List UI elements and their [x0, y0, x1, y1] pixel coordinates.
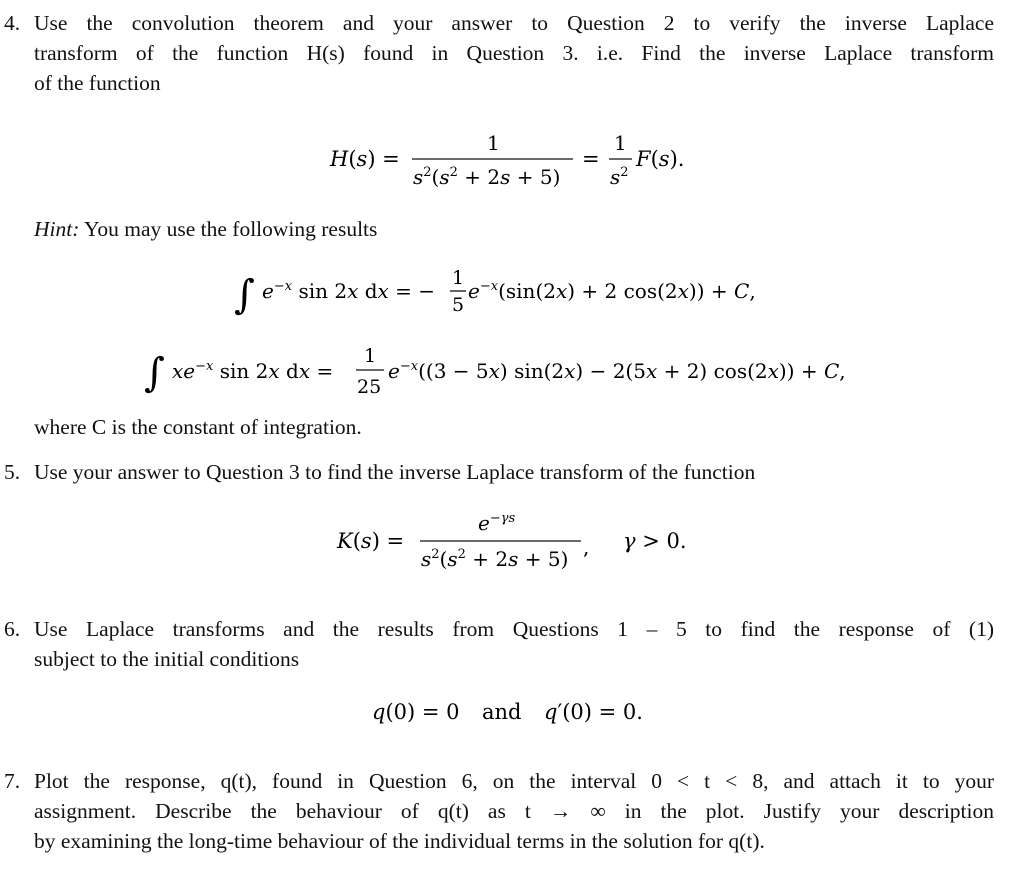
question-6-text	[34, 614, 994, 674]
svg-text:25: 25	[357, 376, 382, 398]
svg-text:e−x sin 2x dx = −: $e^{-x}$ sin 2x dx = −	[262, 279, 436, 303]
svg-text:1: 1	[614, 131, 627, 155]
question-6-line-1: Use Laplace transforms and the results from Questions 1 – 5 to find the response of (1)	[34, 617, 994, 641]
question-4-line-3: of the function	[34, 71, 161, 95]
question-4-line-2: transform of the function H(s) found in Question 3. i.e. Find the inverse Laplace transform	[34, 41, 994, 65]
svg-text:γ > 0.: γ > 0.	[623, 529, 687, 553]
hint-label: Hint:	[34, 217, 80, 241]
question-4-number: 4.	[4, 11, 21, 35]
hint-text: You may use the following results	[83, 217, 378, 241]
svg-text:1: 1	[487, 131, 500, 155]
svg-text:∫: ∫	[234, 272, 255, 318]
svg-text:K(s) =: K(s) =	[337, 529, 405, 553]
svg-text:e−γs: $e^{-\gamma s}$	[478, 511, 516, 535]
svg-text:∫: ∫	[144, 350, 165, 396]
svg-text:e−x(sin(2x) + 2 cos(2x)) + C,: $e^{-x}(\sin(2x) + 2$ cos(2x)) + C,	[468, 279, 756, 303]
hint-line	[34, 214, 994, 244]
question-6-number: 6.	[4, 617, 21, 641]
svg-text:1: 1	[452, 267, 465, 289]
svg-text:1: 1	[364, 345, 377, 367]
svg-text:H(s) =: H(s) =	[330, 147, 400, 171]
integral-1	[0, 258, 1028, 328]
question-5-number: 5.	[4, 460, 21, 484]
svg-text:and: and	[482, 700, 522, 724]
svg-text:q(0) = 0: q(0) = 0	[372, 700, 460, 724]
equation-k-of-s	[0, 502, 1028, 582]
initial-conditions	[0, 690, 1028, 734]
svg-text:s2(s2 + 2s + 5): $s^2(s^2 + 2s + 5)$	[421, 547, 569, 571]
question-5-line-1: Use your answer to Question 3 to find the inverse Laplace transform of the function	[34, 460, 756, 484]
svg-text:F(s).: F(s).	[636, 147, 685, 171]
svg-text:,: ,	[583, 535, 590, 559]
question-7-line-3: by examining the long-time behaviour of the individual terms in the solution for q(t).	[34, 829, 765, 853]
question-4-text	[34, 8, 994, 98]
svg-text:=: =	[582, 147, 600, 171]
question-5-text	[34, 457, 994, 487]
question-7-text	[34, 766, 994, 856]
equation-h-of-s	[0, 120, 1028, 200]
svg-text:q′(0) = 0.: q′(0) = 0.	[544, 700, 643, 724]
svg-text:s2: $s^2$	[610, 165, 629, 189]
question-7-line-2: assignment. Describe the behaviour of q(t) as t → ∞ in the plot. Justify your description	[34, 799, 994, 823]
constant-note: where C is the constant of integration.	[34, 415, 362, 439]
question-4-line-1: Use the convolution theorem and your answer to Question 2 to verify the inverse Laplace	[34, 11, 994, 35]
integral-2	[0, 336, 1028, 406]
question-7-line-1: Plot the response, q(t), found in Question 6, on the interval 0 < t < 8, and attach it to your	[34, 769, 994, 793]
svg-text:5: 5	[452, 294, 465, 316]
question-7-number: 7.	[4, 769, 21, 793]
svg-text:xe−x sin 2x dx =: $xe^{-x}$ sin 2x dx =	[172, 359, 334, 383]
svg-text:e−x((3 − 5x) sin(2x) − 2(5x +: $e^{-x}((3 - 5x) \sin(2x) - 2(5x + 2) \cos(2x)) + C$,	[388, 359, 846, 383]
svg-text:s2(s2 + 2s + 5): $s^2(s^2 + 2s + 5)$	[413, 165, 561, 189]
question-6-line-2: subject to the initial conditions	[34, 647, 300, 671]
